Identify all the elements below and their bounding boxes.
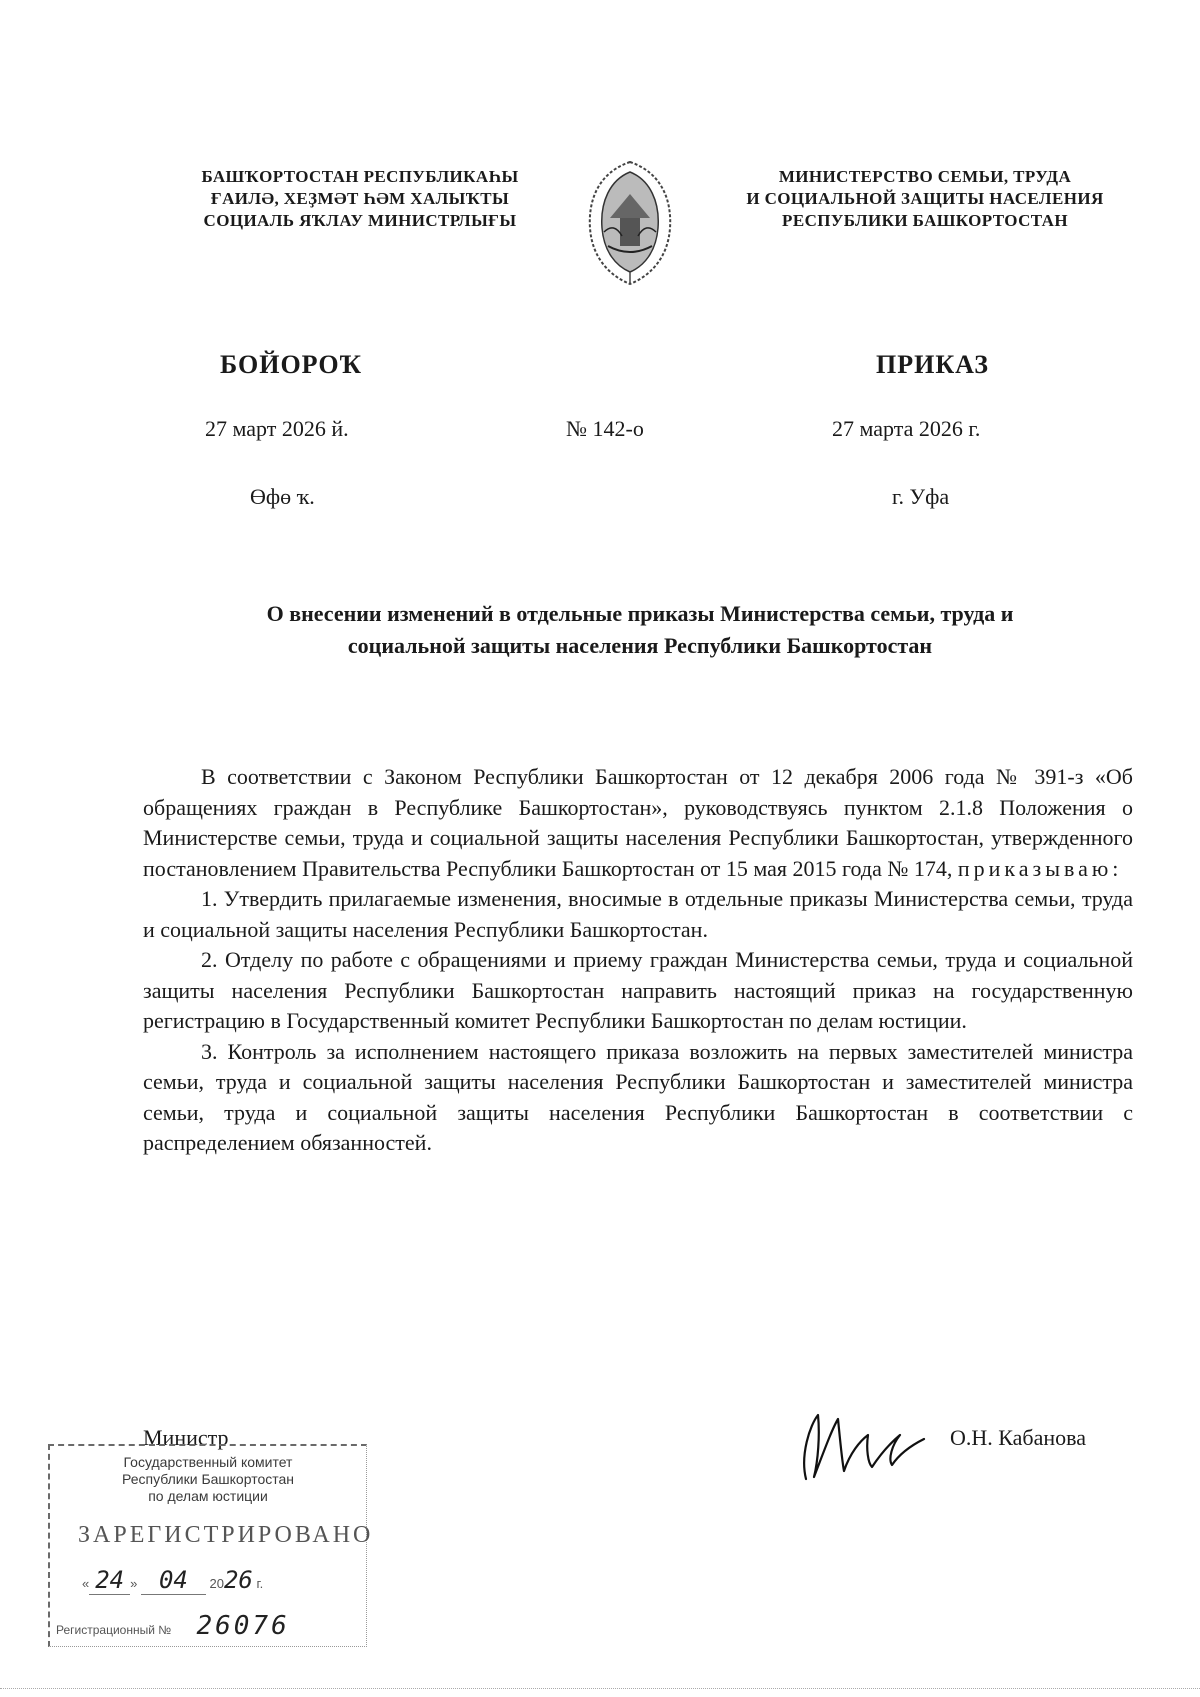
header-right-line: МИНИСТЕРСТВО СЕМЬИ, ТРУДА [778,167,1072,186]
city-bashkir: Өфө ҡ. [250,484,315,509]
intro-text: В соответствии с Законом Республики Башкортостан от 12 декабря 2006 года № 391-з «Об обращениях граждан в Республике Башкортостан», руководствуясь пунктом 2.1.8 Положения о Министерстве семьи, труда и социальной защиты населения Республики Башкортостан, утвержденного постановлением Правительства Республики Башкортостан от 15 мая 2015 года № 174, [143,764,1133,881]
body-intro [143,762,1133,884]
signature-icon [788,1405,928,1485]
title-line: О внесении изменений в отдельные приказы Министерства семьи, труда и [266,601,1014,626]
signer-title: Министр [143,1425,229,1450]
header-right-line: И СОЦИАЛЬНОЙ ЗАЩИТЫ НАСЕЛЕНИЯ [746,189,1104,208]
header-left-line: ҒАИЛӘ, ХЕҘМӘТ ҺӘМ ХАЛЫҠТЫ [210,189,510,208]
document-body [143,762,1133,1159]
stamp-year-prefix: 20 [209,1576,224,1591]
stamp-year-char: г. [256,1576,264,1591]
body-item-1: 1. Утвердить прилагаемые изменения, вносимые в отдельные приказы Министерства семьи, труда и социальной защиты населения Республики Башкортостан. [143,886,1133,942]
header-left-org [150,166,570,232]
header-right-org [690,166,1160,232]
doc-type-bashkir: БОЙОРОҠ [220,350,363,379]
signer-name: О.Н. Кабанова [950,1425,1087,1450]
header-left-line: СОЦИАЛЬ ЯҠЛАУ МИНИСТРЛЫҒЫ [203,211,517,230]
doc-type-russian: ПРИКАЗ [876,350,990,379]
body-item-3: 3. Контроль за исполнением настоящего приказа возложить на первых заместителей министра семьи, труда и социальной защиты населения Республики Башкортостан и заместителей министра семьи, труда и социальной защиты населения Республики Башкортостан в соответствии с распределением обязанностей. [143,1038,1133,1155]
document-title [160,598,1120,662]
stamp-year-suffix: 26 [223,1566,253,1594]
stamp-agency-line: по делам юстиции [148,1488,268,1504]
date-russian: 27 марта 2026 г. [832,416,981,441]
registration-stamp [48,1444,374,1647]
stamp-status: ЗАРЕГИСТРИРОВАНО [78,1522,374,1548]
title-line: социальной защиты населения Республики Башкортостан [347,633,933,658]
stamp-day: 24 [95,1566,125,1594]
city-russian: г. Уфа [892,484,950,509]
body-item-2: 2. Отделу по работе с обращениями и приему граждан Министерства семьи, труда и социальной защиты населения Республики Башкортостан направить настоящий приказ на государственную регистрацию в Государственный комитет Республики Башкортостан по делам юстиции. [143,947,1133,1033]
stamp-agency [50,1454,366,1505]
stamp-agency-line: Республики Башкортостан [121,1471,295,1487]
header-right-line: РЕСПУБЛИКИ БАШКОРТОСТАН [782,211,1068,230]
stamp-month: 04 [158,1566,188,1594]
page-bottom-edge [0,1688,1200,1689]
date-bashkir: 27 март 2026 й. [205,416,349,441]
stamp-regnum-value: 26076 [196,1611,290,1641]
stamp-date: « 24 » 04 2026 г. [82,1566,264,1594]
bashkortostan-emblem-icon [580,158,680,288]
decree-word: приказываю: [957,855,1123,881]
header-left-line: БАШҠОРТОСТАН РЕСПУБЛИКАҺЫ [201,167,519,186]
stamp-regnum [56,1611,290,1641]
order-number: № 142-о [566,416,644,441]
stamp-agency-line: Государственный комитет [123,1454,293,1470]
stamp-regnum-label: Регистрационный № [56,1623,172,1637]
